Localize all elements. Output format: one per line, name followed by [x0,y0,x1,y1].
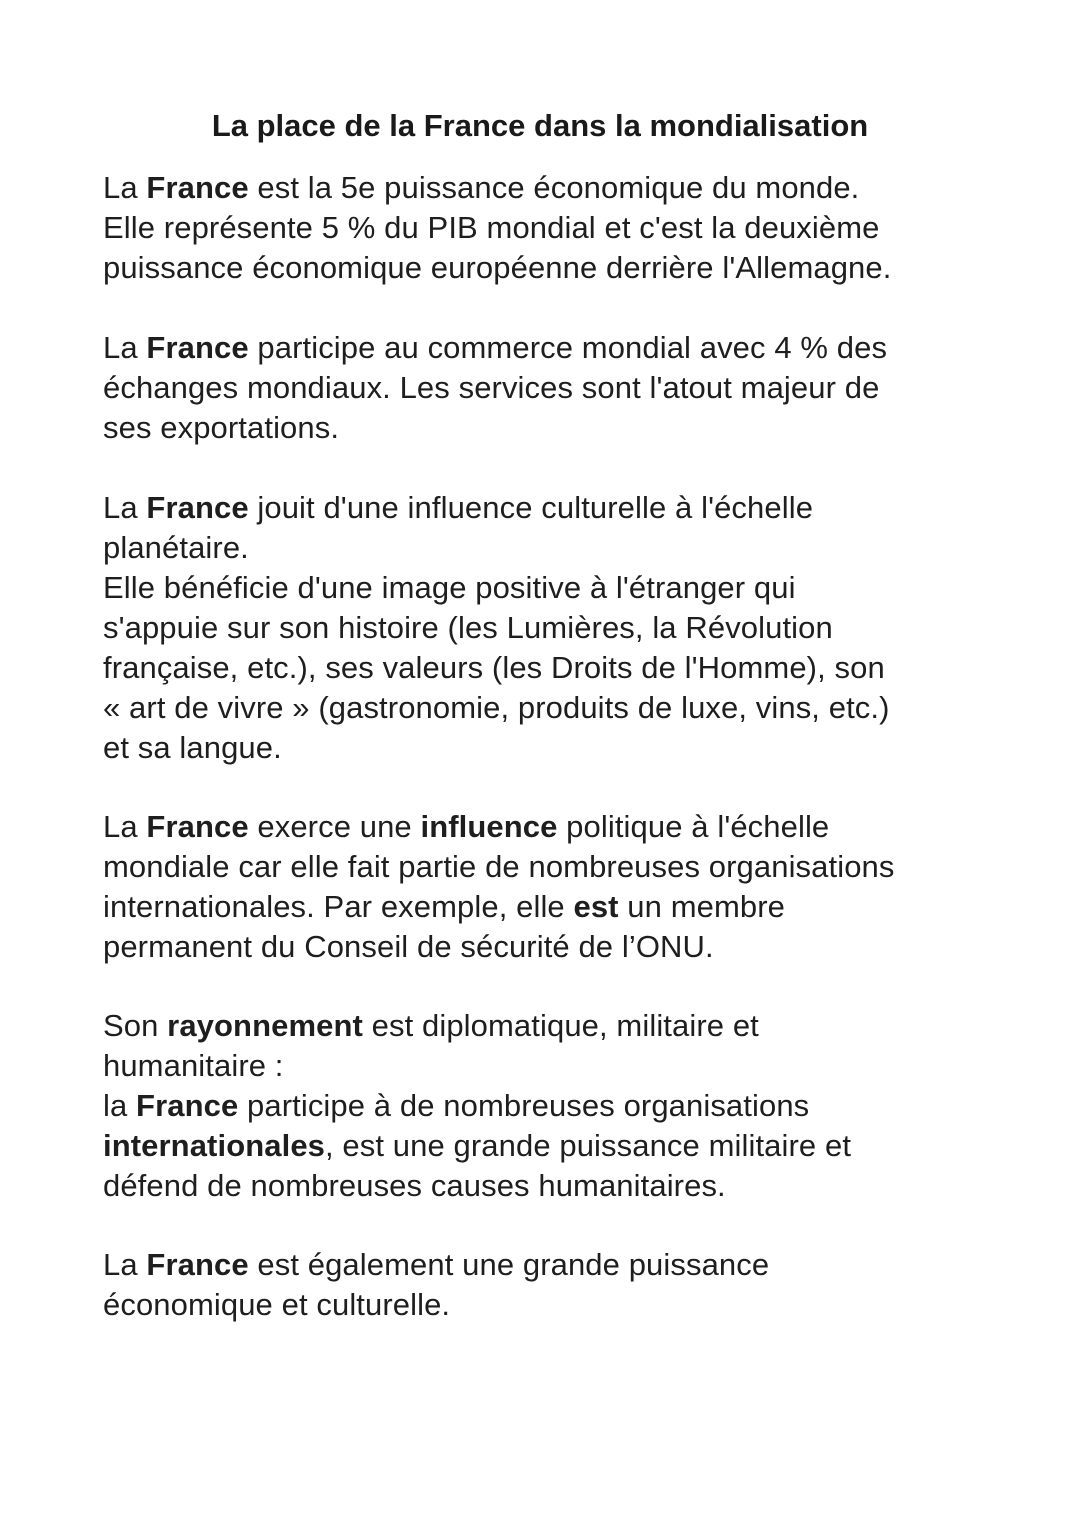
text-run: La [103,330,147,365]
text-run: La [103,1247,147,1282]
paragraph-conclusion [103,1245,1003,1325]
text-run: internationales. Par exemple, elle [103,889,574,924]
paragraph-economic-power [103,168,1003,288]
bold-text-run: France [146,1247,249,1282]
text-line [103,1086,1003,1126]
text-line [103,1046,1003,1086]
text-run: La [103,490,147,525]
text-run: La [103,170,147,205]
text-run: Son [103,1008,168,1043]
text-line [103,248,1003,288]
text-line [103,168,1003,208]
text-line [103,927,1003,967]
bold-text-run: France [146,490,249,525]
text-line [103,847,1003,887]
text-run: française, etc.), ses valeurs (les Droits de l'Homme), son [103,650,885,685]
text-line [103,368,1003,408]
text-line [103,807,1003,847]
text-run: la [103,1088,137,1123]
text-line [103,1006,1003,1046]
paragraph-world-trade [103,328,1003,448]
text-line [103,488,1003,528]
text-run: est diplomatique, militaire et [362,1008,759,1043]
text-run: échanges mondiaux. Les services sont l'atout majeur de [103,370,880,405]
bold-text-run: France [146,170,249,205]
text-run: puissance économique européenne derrière l'Allemagne. [103,250,892,285]
text-run: participe au commerce mondial avec 4 % des [248,330,888,365]
bold-text-run: internationales [103,1128,325,1163]
text-run: permanent du Conseil de sécurité de l’ONU. [103,929,714,964]
document-title: La place de la France dans la mondialisation [211,108,869,143]
text-run: est la 5e puissance économique du monde. [248,170,860,205]
text-line [103,328,1003,368]
text-line [103,648,1003,688]
text-run: s'appuie sur son histoire (les Lumières, la Révolution [103,610,833,645]
text-run: La [103,809,147,844]
text-run: économique et culturelle. [103,1287,451,1322]
text-run: exerce une [248,809,421,844]
text-run: jouit d'une influence culturelle à l'échelle [248,490,814,525]
text-run: défend de nombreuses causes humanitaires. [103,1168,726,1203]
paragraph-political-influence [103,807,1003,967]
bold-text-run: France [146,809,249,844]
bold-text-run: France [146,330,249,365]
text-line [103,887,1003,927]
text-line [103,528,1003,568]
text-run: , est une grande puissance militaire et [325,1128,852,1163]
text-run: Elle bénéficie d'une image positive à l'étranger qui [103,570,796,605]
text-run: mondiale car elle fait partie de nombreuses organisations [103,849,895,884]
text-run: politique à l'échelle [557,809,830,844]
paragraph-radiance [103,1006,1003,1206]
text-line [103,608,1003,648]
text-line [103,1245,1003,1285]
bold-text-run: est [573,889,619,924]
text-line [103,688,1003,728]
text-run: est également une grande puissance [248,1247,770,1282]
text-run: ses exportations. [103,410,340,445]
paragraph-cultural-influence [103,488,1003,768]
bold-text-run: France [136,1088,239,1123]
text-line [103,1285,1003,1325]
text-run: un membre [618,889,785,924]
bold-text-run: rayonnement [167,1008,363,1043]
text-run: humanitaire : [103,1048,284,1083]
text-run: Elle représente 5 % du PIB mondial et c'est la deuxième [103,210,880,245]
text-line [103,568,1003,608]
text-line [103,728,1003,768]
text-line [103,208,1003,248]
text-line [103,1166,1003,1206]
text-run: « art de vivre » (gastronomie, produits de luxe, vins, etc.) [103,690,890,725]
bold-text-run: influence [420,809,558,844]
text-run: planétaire. [103,530,249,565]
text-line [103,1126,1003,1166]
text-run: et sa langue. [103,730,282,765]
text-line [103,408,1003,448]
text-run: participe à de nombreuses organisations [238,1088,810,1123]
